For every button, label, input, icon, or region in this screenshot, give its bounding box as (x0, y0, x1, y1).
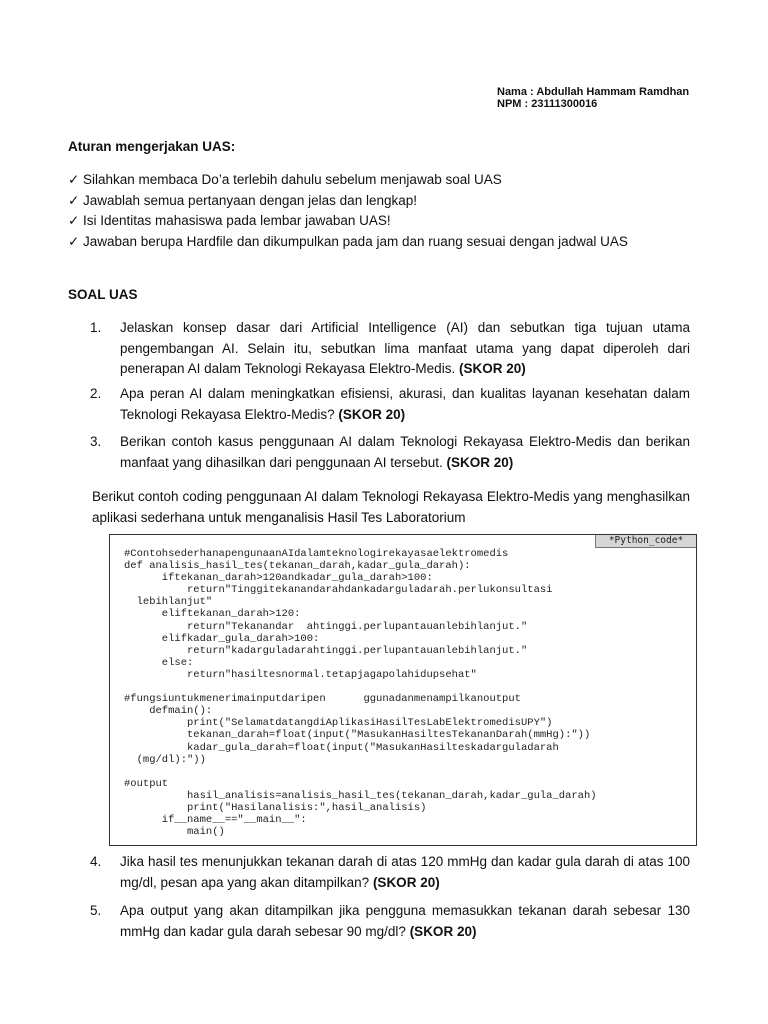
question-4 (90, 852, 690, 893)
question-score: (SKOR 20) (372, 874, 440, 890)
question-text: Jelaskan konsep dasar dari Artificial Intelligence (AI) dan sebutkan tiga tujuan utama pengembangan AI. Selain itu, sebutkan lima manfaat utama yang dapat diperoleh dari penerapan AI dalam Teknologi Rekayasa Elektro-Medis. (120, 320, 690, 376)
check-icon: ✓ (68, 233, 80, 249)
check-icon: ✓ (68, 213, 80, 228)
rule-text: Jawablah semua pertanyaan dengan jelas dan lengkap! (83, 192, 417, 208)
student-npm: NPM : 23111300016 (497, 98, 598, 110)
soal-title: SOAL UAS (68, 287, 138, 302)
question-score: (SKOR 20) (446, 454, 514, 470)
question-number: 3. (90, 434, 102, 449)
code-language-tab: *Python_code* (595, 535, 696, 548)
question-number: 1. (90, 320, 102, 335)
question-text: Jika hasil tes menunjukkan tekanan darah di atas 120 mmHg dan kadar gula darah di atas 100 mg/dl, pesan apa yang akan ditampilkan? (120, 854, 690, 890)
rule-item (68, 211, 708, 232)
question-2 (90, 384, 690, 425)
python-code: #ContohsederhanapengunaanAIdalamteknologirekayasaelektromedis def analisis_hasil_tes(tekanan_darah,kadar_gula_darah): iftekanan_darah>120andkadar_gula_darah>100: return"Tinggitekanandarahdankadarguladarah.perlukonsultasi lebihlanjut" eliftekanan_darah>120: return"Tekanandar ahtinggi.perlupantauanlebihlanjut." elifkadar_gula_darah>100: return"kadarguladarahtinggi.perlupantauanlebihlanjut." else: return"hasiltesnormal.tetapjagapolahidupsehat" #fungsiuntukmenerimainputdaripen ggunadanmenampilkanoutput defmain(): print("SelamatdatangdiAplikasiHasilTesLabElektromedisUPY") tekanan_darah=float(input("MasukanHasiltesTekananDarah(mmHg):")) kadar_gula_darah=float(input("MasukanHasilteskadarguladarah (mg/dl):")) #output hasil_analisis=analisis_hasil_tes(tekanan_darah,kadar_gula_darah) print("Hasilanalisis:",hasil_analisis) if__name__=="__main__": main() (124, 548, 597, 839)
question-text: Berikan contoh kasus penggunaan AI dalam Teknologi Rekayasa Elektro-Medis dan berikan manfaat yang dihasilkan dari penggunaan AI tersebut. (120, 434, 690, 470)
question-5 (90, 901, 690, 942)
question-1 (90, 318, 690, 380)
question-score: (SKOR 20) (458, 361, 526, 376)
code-block (109, 534, 697, 846)
question-text: Apa output yang akan ditampilkan jika pengguna memasukkan tekanan darah sebesar 130 mmHg dan kadar gula darah sebesar 90 mg/dl? (120, 903, 690, 939)
question-number: 2. (90, 386, 102, 401)
question-3 (90, 432, 690, 473)
question-number: 5. (90, 903, 102, 918)
question-text: Apa peran AI dalam meningkatkan efisiensi, akurasi, dan kualitas layanan kesehatan dalam Teknologi Rekayasa Elektro-Medis? (120, 386, 690, 422)
student-identity (497, 86, 689, 110)
question-score: (SKOR 20) (409, 923, 477, 939)
check-icon: ✓ (68, 172, 80, 187)
rule-text: Isi Identitas mahasiswa pada lembar jawaban UAS! (83, 213, 391, 228)
check-icon: ✓ (68, 192, 80, 208)
code-intro-text: Berikut contoh coding penggunaan AI dalam Teknologi Rekayasa Elektro-Medis yang menghasilkan aplikasi sederhana untuk menganalisis Hasil Tes Laboratorium (92, 489, 690, 525)
rule-item (68, 191, 708, 212)
rule-text: Silahkan membaca Do’a terlebih dahulu sebelum menjawab soal UAS (83, 172, 502, 187)
student-name: Nama : Abdullah Hammam Ramdhan (497, 86, 690, 98)
rule-text: Jawaban berupa Hardfile dan dikumpulkan pada jam dan ruang sesuai dengan jadwal UAS (83, 233, 628, 249)
question-number: 4. (90, 854, 102, 869)
rules-list (68, 170, 708, 252)
rule-item (68, 232, 708, 253)
question-score: (SKOR 20) (338, 406, 406, 422)
rules-title: Aturan mengerjakan UAS: (68, 139, 236, 154)
rule-item (68, 170, 708, 191)
